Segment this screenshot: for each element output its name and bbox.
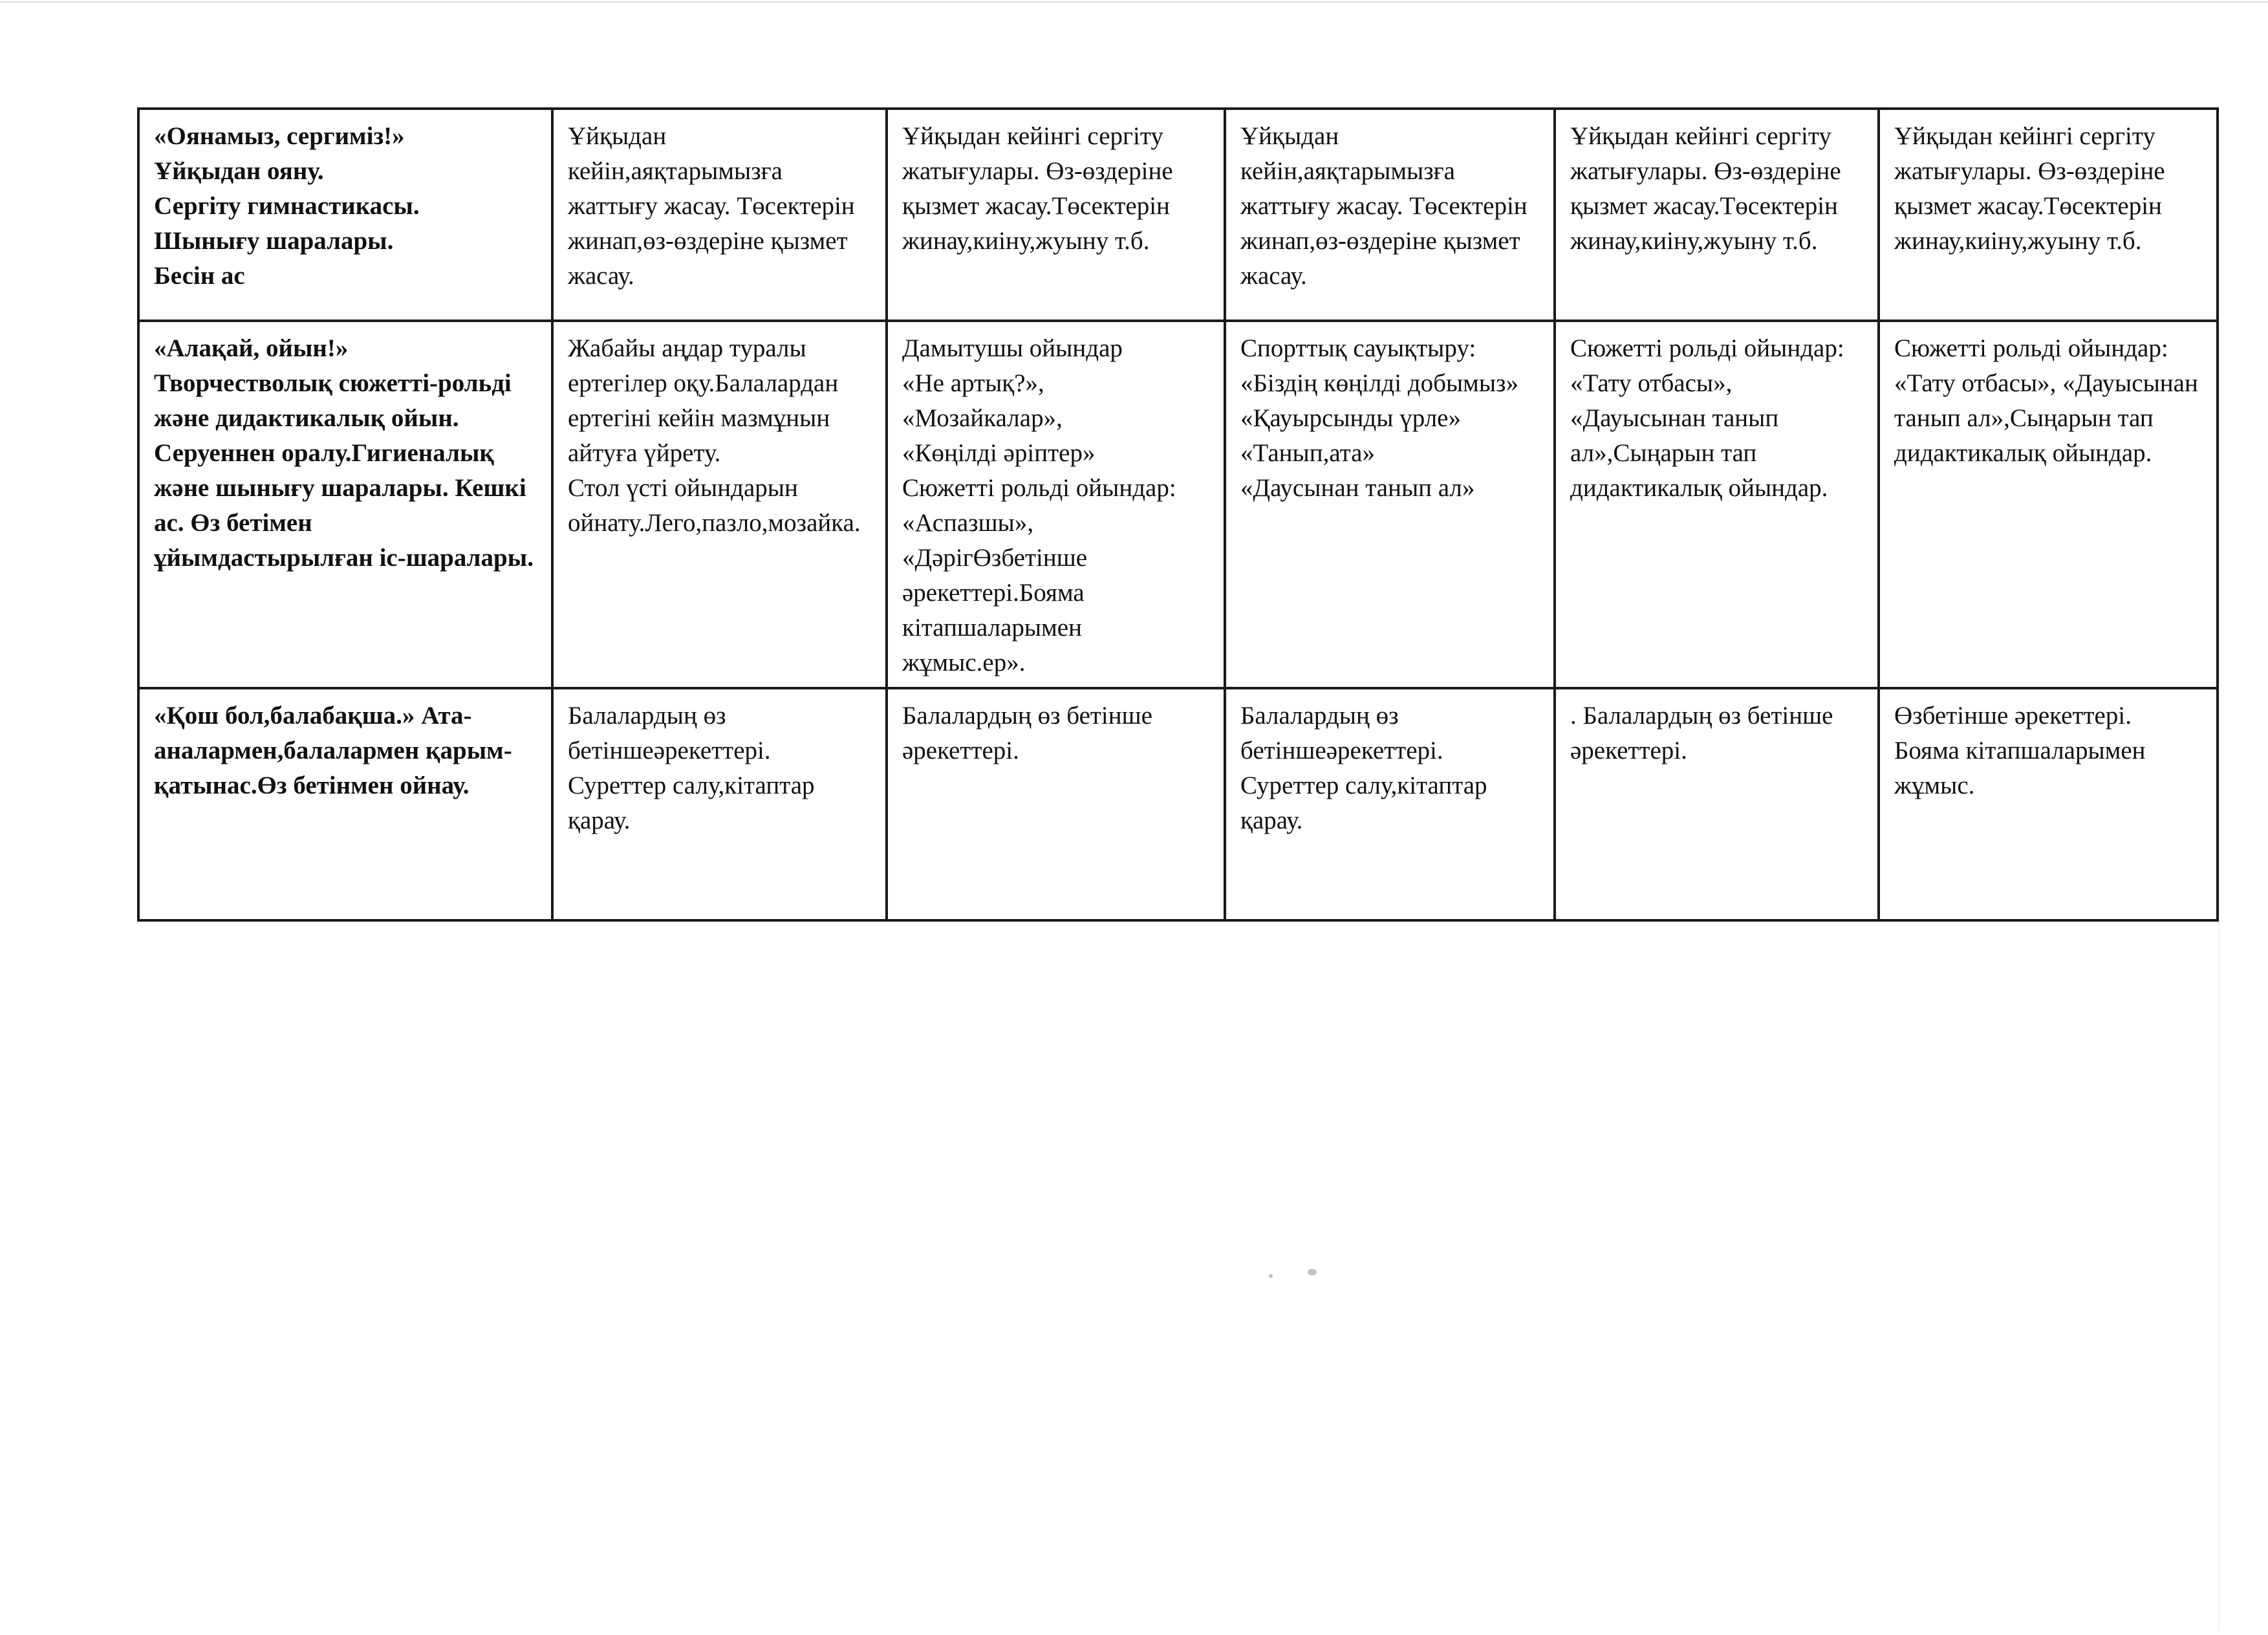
day-cell: [1225, 321, 1555, 688]
regime-cell: [138, 109, 552, 321]
cell-text: «Көңілді әріптер»: [902, 439, 1096, 467]
cell-text: Ұйқыдан кейін,аяқтарымызға жаттығу жасау. Төсектерін жинап,өз-өздеріне қызмет жасау.: [568, 122, 855, 290]
day-cell: [552, 109, 887, 321]
scan-speck: [1308, 1269, 1317, 1275]
regime-line: Бесін ас: [154, 262, 245, 290]
day-cell: [1555, 321, 1879, 688]
day-cell: [887, 321, 1225, 688]
day-cell: [552, 321, 887, 688]
cell-text: Өзбетінше әрекеттері. Бояма кітапшаларымен жұмыс.: [1894, 702, 2146, 799]
cell-text: Дамытушы ойындар: [902, 334, 1123, 362]
cell-text: «Даусынан танып ал»: [1240, 474, 1475, 502]
cell-text: «Танып,ата»: [1240, 439, 1375, 467]
cell-text: Сюжетті рольді ойындар: «Аспазшы»,: [902, 474, 1176, 537]
cell-text: Сюжетті рольді ойындар: «Тату отбасы», «Дауысынан танып ал»,Сыңарын тап дидактикалық ойындар.: [1570, 334, 1844, 502]
day-cell: [1879, 688, 2218, 920]
day-cell: [887, 109, 1225, 321]
regime-line: Ұйқыдан ояну.: [154, 157, 324, 185]
day-cell: [887, 688, 1225, 920]
regime-line: «Оянамыз, сергиміз!»: [154, 122, 405, 150]
day-cell: [1555, 688, 1879, 920]
cell-text: Балалардың өз бетінше әрекеттері.: [902, 702, 1152, 764]
regime-cell: [138, 321, 552, 688]
schedule-table-wrap: [137, 107, 2216, 916]
cell-text: Ұйқыдан кейінгі сергіту жатығулары. Өз-өздеріне қызмет жасау.Төсектерін жинау,киіну,жуыну т.б.: [902, 122, 1173, 255]
day-cell: [1879, 109, 2218, 321]
day-cell: [552, 688, 887, 920]
cell-text: . Балалардың өз бетінше әрекеттері.: [1570, 702, 1833, 764]
day-cell: [1225, 688, 1555, 920]
cell-text: Сюжетті рольді ойындар: «Тату отбасы», «Дауысынан танып ал»,Сыңарын тап дидактикалық ойындар.: [1894, 334, 2198, 467]
regime-line: Серуеннен оралу.Гигиеналық және шынығу шаралары. Кешкі ас. Өз бетімен ұйымдастырылған іс-шаралары.: [154, 439, 534, 572]
day-cell: [1879, 321, 2218, 688]
cell-text: «ДәрігӨзбетінше әрекеттері.Бояма кітапшаларымен жұмыс.ер».: [902, 544, 1088, 677]
cell-text: Ұйқыдан кейін,аяқтарымызға жаттығу жасау. Төсектерін жинап,өз-өздеріне қызмет жасау.: [1240, 122, 1528, 290]
cell-text: Балалардың өз бетіншеәрекеттері. Суреттер салу,кітаптар қарау.: [568, 702, 815, 834]
regime-cell: [138, 688, 552, 920]
regime-line: Творчестволық сюжетті-рольді және дидактикалық ойын.: [154, 369, 512, 432]
regime-line: Шынығу шаралары.: [154, 227, 394, 255]
cell-text: «Мозайкалар»,: [902, 404, 1063, 432]
regime-line: «Алақай, ойын!»: [154, 334, 349, 362]
cell-text: Балалардың өз бетіншеәрекеттері. Суреттер салу,кітаптар қарау.: [1240, 702, 1487, 834]
cell-text: Ұйқыдан кейінгі сергіту жатығулары. Өз-өздеріне қызмет жасау.Төсектерін жинау,киіну,жуыну т.б.: [1894, 122, 2165, 255]
cell-text: Стол үсті ойындарын ойнату.Лего,пазло,мозайка.: [568, 474, 861, 537]
regime-line: Сергіту гимнастикасы.: [154, 192, 420, 220]
table-row: [138, 688, 2218, 920]
cell-text: «Не артық?»,: [902, 369, 1044, 397]
cell-text: Ұйқыдан кейінгі сергіту жатығулары. Өз-өздеріне қызмет жасау.Төсектерін жинау,киіну,жуыну т.б.: [1570, 122, 1841, 255]
day-cell: [1555, 109, 1879, 321]
regime-line: «Қош бол,балабақша.» Ата-аналармен,балалармен қарым-қатынас.Өз бетінмен ойнау.: [154, 702, 512, 799]
cell-text: Спорттық сауықтыру: «Біздің көңілді добымыз»: [1240, 334, 1518, 397]
table-row: [138, 109, 2218, 321]
table-row: [138, 321, 2218, 688]
scan-speck: [1269, 1274, 1273, 1278]
schedule-table: [137, 107, 2219, 922]
scan-edge-line: [0, 1, 2268, 3]
day-cell: [1225, 109, 1555, 321]
cell-text: Жабайы аңдар туралы ертегілер оқу.Балалардан ертегіні кейін мазмұнын айтуға үйрету.: [568, 334, 839, 467]
cell-text: «Қауырсынды үрле»: [1240, 404, 1461, 432]
